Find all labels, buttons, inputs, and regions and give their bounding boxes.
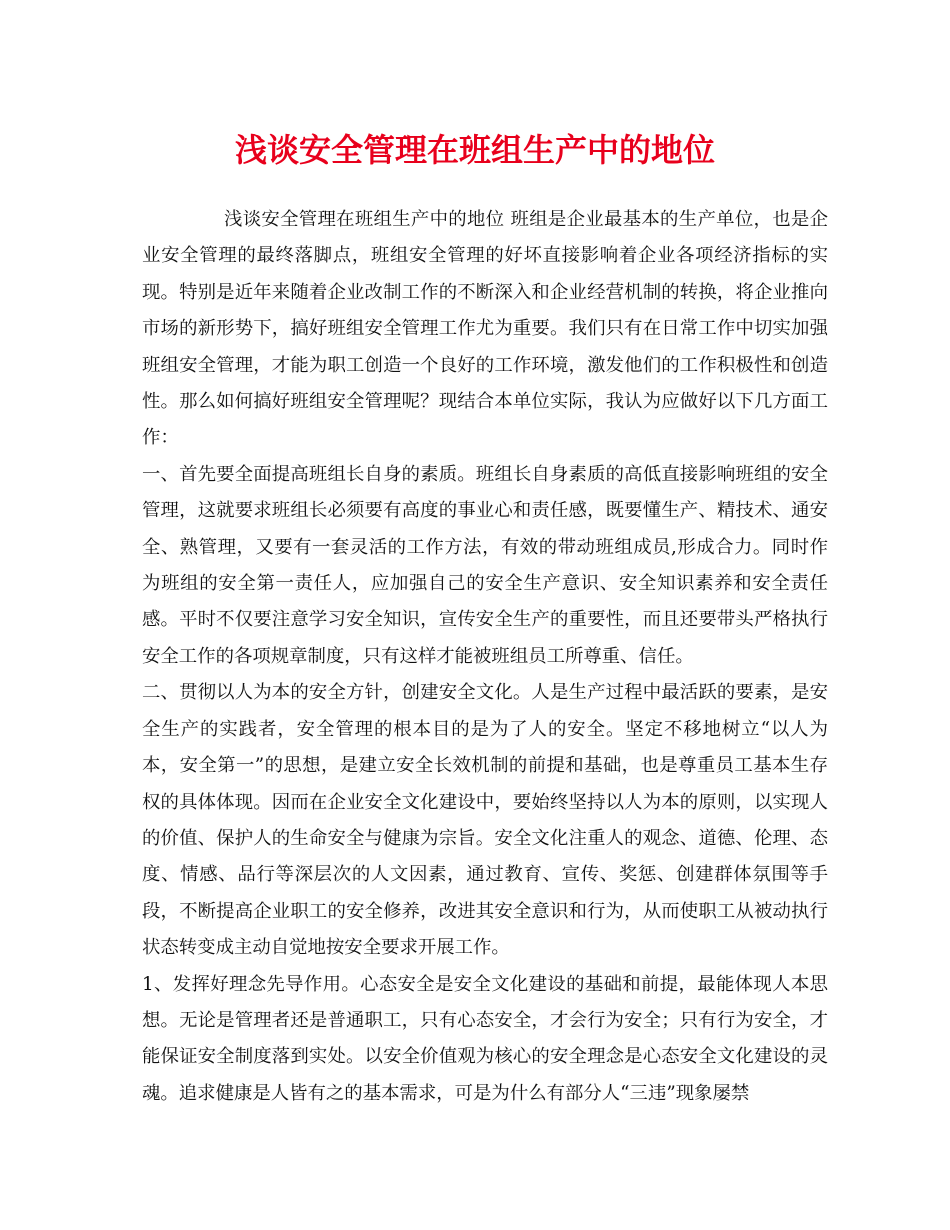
subsection-one-paragraph: 1、发挥好理念先导作用。心态安全是安全文化建设的基础和前提，最能体现人本思想。无论是管理者还是普通职工，只有心态安全，才会行为安全；只有行为安全，才能保证安全制度落到实处。以安全价值观为核心的安全理念是心态安全文化建设的灵魂。追求健康是人皆有之的基本需求，可是为什么有部分人“三违”现象屡禁 — [142, 973, 828, 1104]
document-title: 浅谈安全管理在班组生产中的地位 — [234, 131, 715, 169]
section-two-paragraph: 二、贯彻以人为本的安全方针，创建安全文化。人是生产过程中最活跃的要素，是安全生产的实践者，安全管理的根本目的是为了人的安全。坚定不移地树立“以人为本，安全第一”的思想，是建立安全长效机制的前提和基础，也是尊重员工基本生存权的具体体现。因而在企业安全文化建设中，要始终坚持以人为本的原则，以实现人的价值、保护人的生命安全与健康为宗旨。安全文化注重人的观念、道德、伦理、态度、情感、品行等深层次的人文因素，通过教育、宣传、奖惩、创建群体氛围等手段，不断提高企业职工的安全修养，改进其安全意识和行为，从而使职工从被动执行状态转变成主动自觉地按安全要求开展工作。 — [142, 682, 828, 959]
intro-paragraph: 浅谈安全管理在班组生产中的地位 班组是企业最基本的生产单位，也是企业安全管理的最终落脚点，班组安全管理的好坏直接影响着企业各项经济指标的实现。特别是近年来随着企业改制工作的不断深入和企业经营机制的转换，将企业推向市场的新形势下，搞好班组安全管理工作尤为重要。我们只有在日常工作中切实加强班组安全管理，才能为职工创造一个良好的工作环境，激发他们的工作积极性和创造性。那么如何搞好班组安全管理呢？现结合本单位实际，我认为应做好以下几方面工作： — [142, 209, 828, 449]
section-one-paragraph: 一、首先要全面提高班组长自身的素质。班组长自身素质的高低直接影响班组的安全管理，这就要求班组长必须要有高度的事业心和责任感，既要懂生产、精技术、通安全、熟管理，又要有一套灵活的工作方法，有效的带动班组成员,形成合力。同时作为班组的安全第一责任人，应加强自己的安全生产意识、安全知识素养和安全责任感。平时不仅要注意学习安全知识，宣传安全生产的重要性，而且还要带头严格执行安全工作的各项规章制度，只有这样才能被班组员工所尊重、信任。 — [142, 463, 828, 667]
document-body — [142, 202, 828, 1112]
